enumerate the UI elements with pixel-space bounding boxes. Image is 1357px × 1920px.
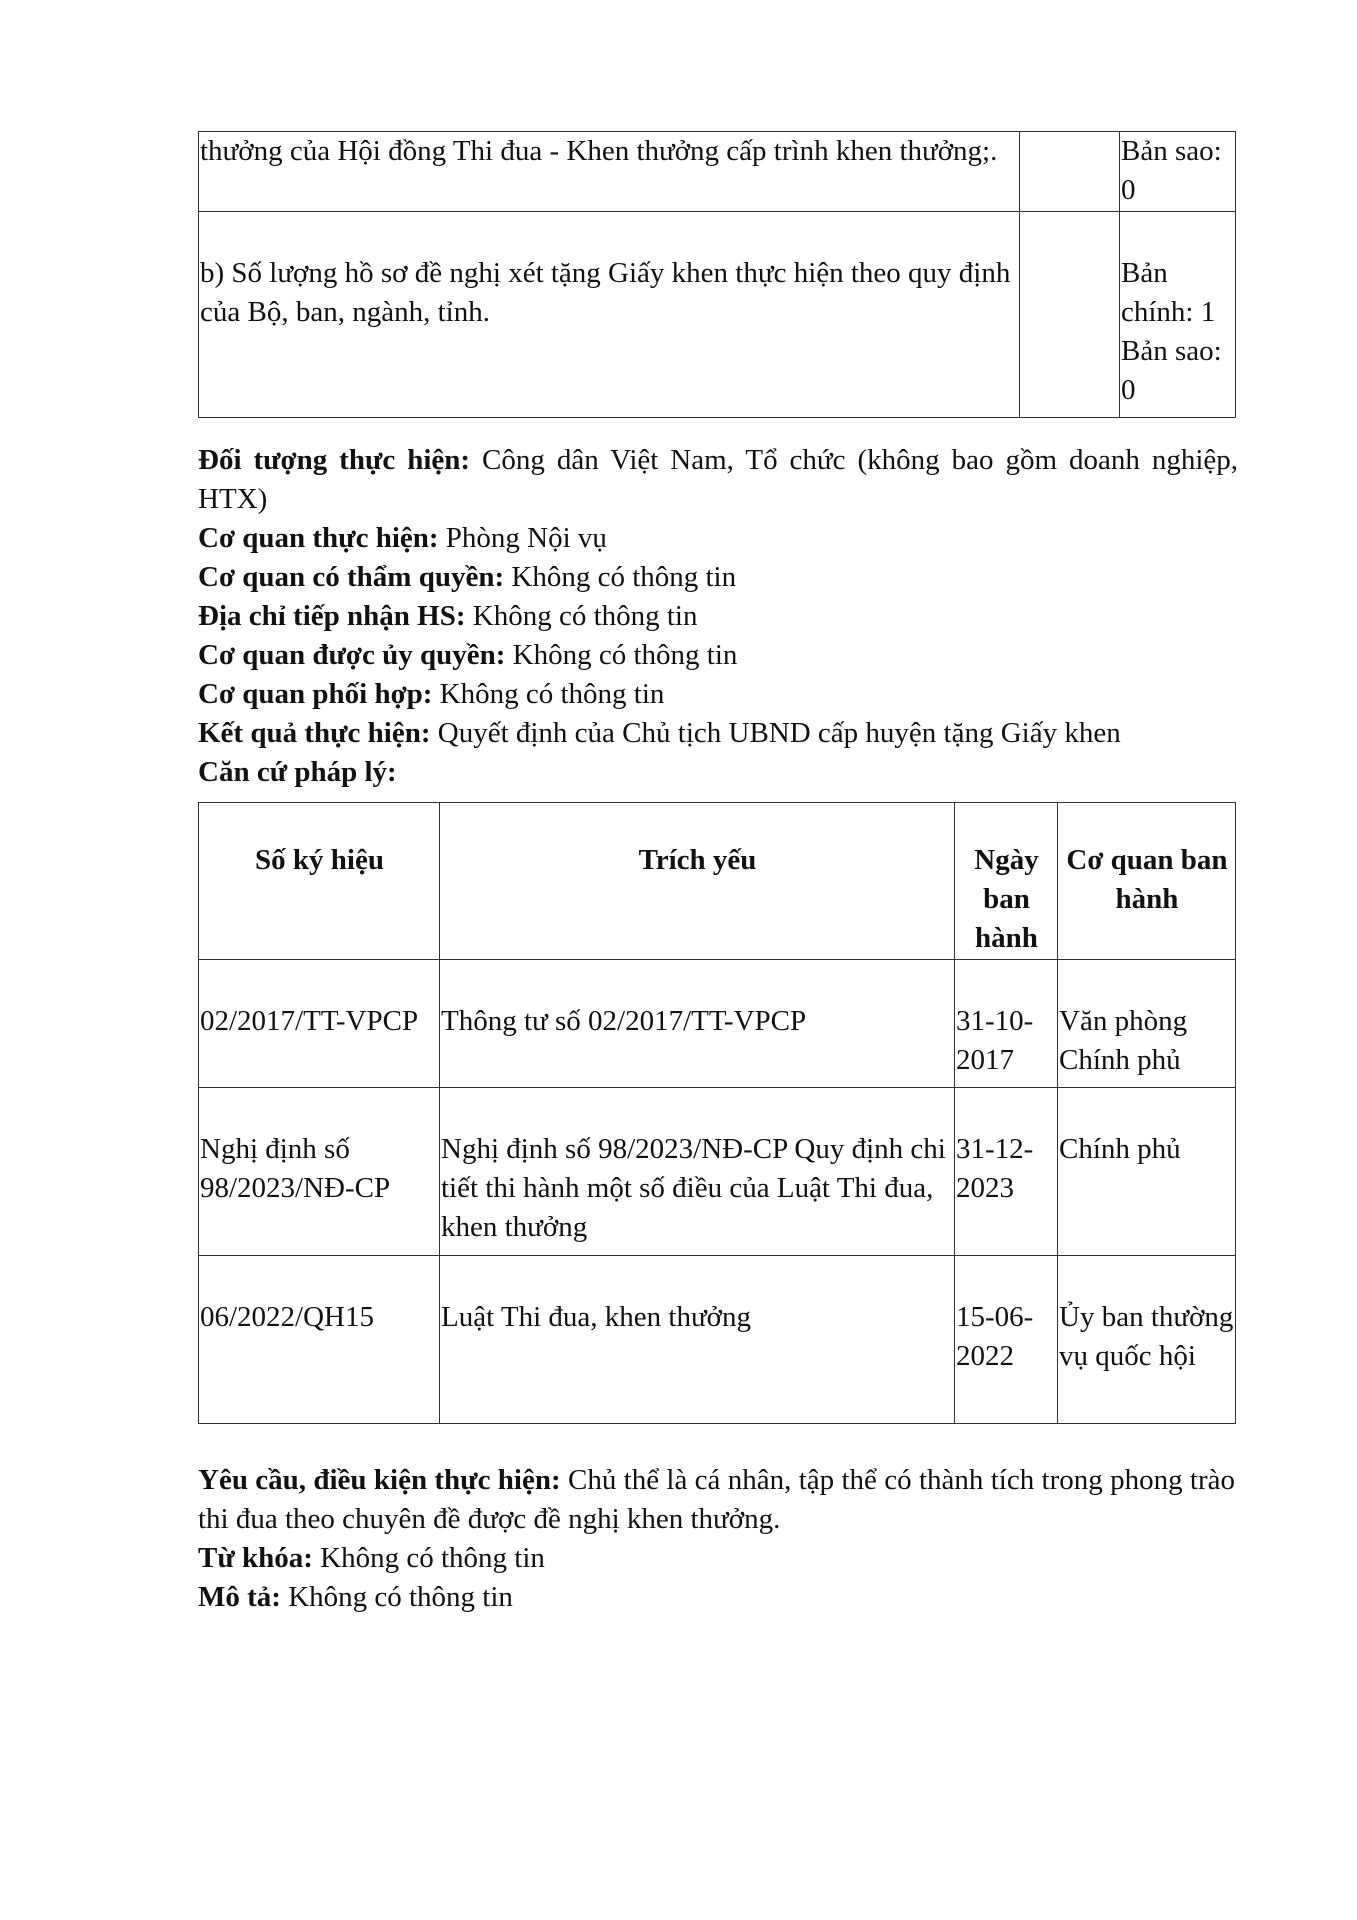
- table-row: [199, 1256, 1236, 1424]
- documents-table: [198, 131, 1236, 418]
- info-co-quan-tham-quyen: [198, 558, 1238, 597]
- cell-co-quan-ban-hanh: Chính phủ: [1058, 1088, 1236, 1256]
- info-value: Không có thông tin: [439, 678, 665, 710]
- table-row: [199, 1088, 1236, 1256]
- cell-trich-yeu: Thông tư số 02/2017/TT-VPCP: [440, 960, 955, 1088]
- info-dia-chi: [198, 597, 1238, 636]
- info-yeu-cau: [198, 1461, 1235, 1539]
- info-label: Cơ quan phối hợp:: [198, 678, 433, 710]
- legal-basis-table: [198, 802, 1236, 1424]
- info-label: Mô tả:: [198, 1581, 281, 1613]
- cell-trich-yeu: Nghị định số 98/2023/NĐ-CP Quy định chi tiết thi hành một số điều của Luật Thi đua, khen thưởng: [440, 1088, 955, 1256]
- cell-so-ky-hieu: 06/2022/QH15: [199, 1256, 440, 1424]
- cell-ngay-ban-hanh: 31-12-2023: [955, 1088, 1058, 1256]
- cell-ngay-ban-hanh: 15-06-2022: [955, 1256, 1058, 1424]
- cell-trich-yeu: Luật Thi đua, khen thưởng: [440, 1256, 955, 1424]
- column-header-ngay-ban-hanh: Ngày ban hành: [955, 803, 1058, 960]
- info-value: Phòng Nội vụ: [445, 522, 607, 554]
- info-co-quan-thuc-hien: [198, 519, 1238, 558]
- table-row: [199, 132, 1236, 212]
- info-value: Không có thông tin: [288, 1581, 513, 1613]
- info-label: Cơ quan được ủy quyền:: [198, 639, 506, 671]
- procedure-info: [198, 441, 1238, 792]
- info-value: Không có thông tin: [512, 639, 738, 671]
- document-name-cell: thưởng của Hội đồng Thi đua - Khen thưởng cấp trình khen thưởng;.: [199, 132, 1020, 212]
- info-can-cu: [198, 753, 1238, 792]
- info-label: Từ khóa:: [198, 1542, 313, 1574]
- column-header-trich-yeu: Trích yếu: [440, 803, 955, 960]
- info-value: Không có thông tin: [472, 600, 698, 632]
- document-name-cell: b) Số lượng hồ sơ đề nghị xét tặng Giấy khen thực hiện theo quy định của Bộ, ban, ngành, tỉnh.: [199, 212, 1020, 418]
- info-mo-ta: [198, 1578, 1235, 1617]
- table-header-row: [199, 803, 1236, 960]
- info-value: Công dân Việt Nam, Tổ chức (không bao gồm doanh nghiệp, HTX): [198, 444, 1238, 515]
- table-row: [199, 212, 1236, 418]
- document-form-cell: [1020, 132, 1120, 212]
- procedure-footer-info: [198, 1461, 1235, 1617]
- document-quantity-cell: Bản sao: 0: [1120, 132, 1236, 212]
- column-header-so-ky-hieu: Số ký hiệu: [199, 803, 440, 960]
- column-header-co-quan-ban-hanh: Cơ quan ban hành: [1058, 803, 1236, 960]
- cell-co-quan-ban-hanh: Ủy ban thường vụ quốc hội: [1058, 1256, 1236, 1424]
- info-label: Đối tượng thực hiện:: [198, 444, 471, 476]
- document-quantity-cell: Bản chính: 1 Bản sao: 0: [1120, 212, 1236, 418]
- info-label: Căn cứ pháp lý:: [198, 756, 397, 788]
- cell-so-ky-hieu: 02/2017/TT-VPCP: [199, 960, 440, 1088]
- cell-so-ky-hieu: Nghị định số 98/2023/NĐ-CP: [199, 1088, 440, 1256]
- info-label: Địa chỉ tiếp nhận HS:: [198, 600, 466, 632]
- info-label: Cơ quan có thẩm quyền:: [198, 561, 505, 593]
- info-value: Không có thông tin: [511, 561, 737, 593]
- info-value: Chủ thể là cá nhân, tập thể có thành tích trong phong trào thi đua theo chuyên đề được đề nghị khen thưởng.: [198, 1464, 1236, 1535]
- info-co-quan-phoi-hop: [198, 675, 1238, 714]
- info-co-quan-uy-quyen: [198, 636, 1238, 675]
- cell-co-quan-ban-hanh: Văn phòng Chính phủ: [1058, 960, 1236, 1088]
- table-row: [199, 960, 1236, 1088]
- cell-ngay-ban-hanh: 31-10-2017: [955, 960, 1058, 1088]
- info-label: Kết quả thực hiện:: [198, 717, 431, 749]
- info-ket-qua: [198, 714, 1238, 753]
- document-form-cell: [1020, 212, 1120, 418]
- info-value: Quyết định của Chủ tịch UBND cấp huyện tặng Giấy khen: [437, 717, 1121, 749]
- info-tu-khoa: [198, 1539, 1235, 1578]
- info-doi-tuong: [198, 441, 1238, 519]
- info-label: Yêu cầu, điều kiện thực hiện:: [198, 1464, 561, 1496]
- info-value: Không có thông tin: [320, 1542, 545, 1574]
- info-label: Cơ quan thực hiện:: [198, 522, 439, 554]
